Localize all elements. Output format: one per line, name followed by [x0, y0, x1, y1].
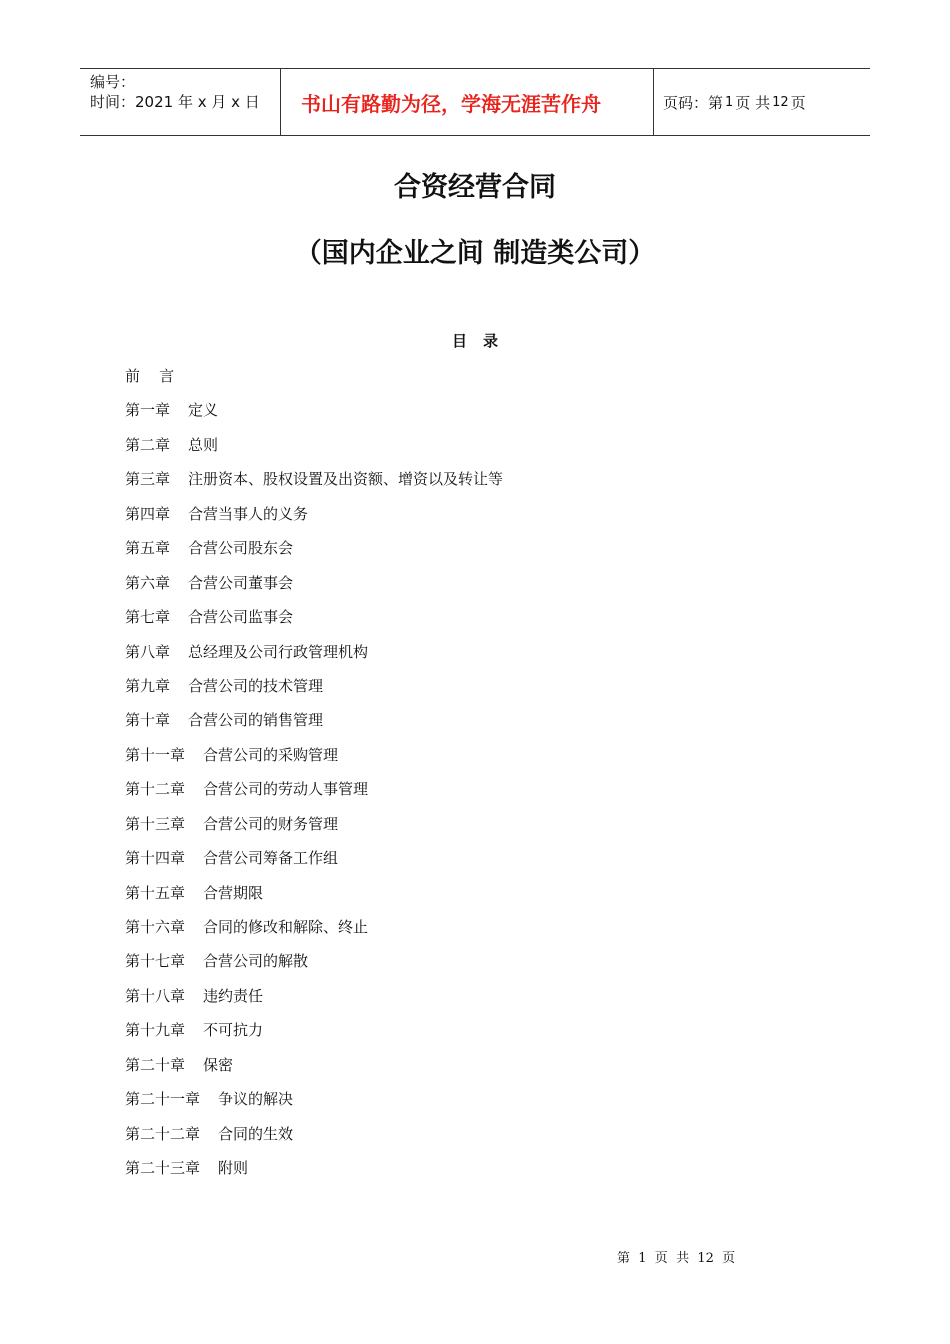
toc-chapter-title: 合营公司股东会	[188, 539, 294, 558]
toc-chapter-number: 第二十三章	[125, 1159, 201, 1178]
toc-item	[125, 572, 503, 606]
document-subtitle: （国内企业之间 制造类公司）	[294, 238, 656, 269]
toc-chapter-number: 第八章	[125, 642, 171, 661]
toc-item	[125, 1054, 503, 1088]
toc-chapter-title: 总经理及公司行政管理机构	[188, 642, 369, 661]
toc-chapter-number: 第十五章	[125, 883, 186, 902]
toc-chapter-number: 第十一章	[125, 745, 186, 764]
toc-chapter-number: 第一章	[125, 401, 171, 420]
toc-item	[125, 675, 503, 709]
toc-chapter-number: 第十四章	[125, 849, 186, 868]
toc-chapter-number: 第二十一章	[125, 1090, 201, 1109]
page-suffix: 页	[790, 93, 806, 112]
header-meta	[80, 69, 281, 135]
toc-item	[125, 778, 503, 812]
toc-chapter-number: 第二十二章	[125, 1124, 201, 1143]
serial-label: 编号：	[90, 73, 136, 91]
page-header	[80, 68, 870, 136]
toc-chapter-title: 合营期限	[203, 883, 264, 902]
page-mid: 页 共	[735, 93, 771, 112]
toc-item	[125, 503, 503, 537]
toc-chapter-title: 定义	[188, 401, 219, 420]
page-current: 1	[725, 94, 734, 110]
toc-chapter-number: 第十七章	[125, 952, 186, 971]
toc-chapter-title: 合营公司的销售管理	[188, 711, 324, 730]
toc-chapter-number: 第三章	[125, 470, 171, 489]
toc-chapter-title: 合同的生效	[218, 1124, 294, 1143]
toc-chapter-number: 第七章	[125, 608, 171, 627]
toc-item	[125, 709, 503, 743]
toc-chapter-number: 第十九章	[125, 1021, 186, 1040]
toc-item	[125, 365, 503, 399]
toc-chapter-title: 合营公司监事会	[188, 608, 294, 627]
toc-item	[125, 847, 503, 881]
toc-chapter-title: 总则	[188, 435, 219, 454]
toc-item	[125, 537, 503, 571]
toc-item	[125, 1123, 503, 1157]
toc-item	[125, 813, 503, 847]
toc-chapter-number: 第十三章	[125, 814, 186, 833]
header-motto: 书山有路勤为径，学海无涯苦作舟	[281, 69, 654, 135]
toc-chapter-number: 第六章	[125, 573, 171, 592]
toc-item	[125, 882, 503, 916]
toc-chapter-number: 前 言	[125, 367, 175, 385]
toc-chapter-number: 第九章	[125, 676, 171, 695]
toc-chapter-title: 合营当事人的义务	[188, 504, 309, 523]
toc-item	[125, 1157, 503, 1191]
toc-chapter-title: 注册资本、股权设置及出资额、增资以及转让等	[188, 470, 504, 489]
toc-chapter-number: 第二十章	[125, 1055, 186, 1074]
toc-chapter-title: 附则	[218, 1159, 249, 1178]
toc-chapter-title: 合营公司的采购管理	[203, 745, 339, 764]
toc-item	[125, 606, 503, 640]
page-prefix: 页码：第	[663, 93, 724, 112]
page-total: 12	[772, 94, 789, 110]
toc-chapter-number: 第十六章	[125, 918, 186, 936]
toc-chapter-number: 第二章	[125, 435, 171, 454]
toc-chapter-title: 争议的解决	[218, 1090, 294, 1109]
toc-item	[125, 434, 503, 468]
toc-item	[125, 744, 503, 778]
toc-chapter-title: 违约责任	[203, 986, 264, 1005]
toc-chapter-title: 不可抗力	[203, 1021, 264, 1040]
toc-chapter-number: 第五章	[125, 539, 171, 558]
toc-item	[125, 950, 503, 984]
toc-chapter-number: 第十二章	[125, 780, 186, 799]
toc-item	[125, 1088, 503, 1122]
page-footer: 第 1 页 共 12 页	[617, 1251, 736, 1266]
table-of-contents	[125, 365, 503, 1192]
toc-chapter-number: 第十八章	[125, 986, 186, 1005]
toc-item	[125, 399, 503, 433]
toc-chapter-title: 合营公司的解散	[203, 952, 309, 971]
header-page-info	[654, 69, 870, 135]
toc-chapter-title: 合营公司筹备工作组	[203, 849, 339, 868]
toc-chapter-title: 合营公司的劳动人事管理	[203, 780, 369, 799]
toc-chapter-title: 保密	[203, 1055, 234, 1074]
toc-chapter-title: 合同的修改和解除、终止	[203, 918, 369, 936]
document-title: 合资经营合同	[394, 172, 556, 203]
toc-chapter-title: 合营公司董事会	[188, 573, 294, 592]
toc-chapter-number: 第十章	[125, 711, 171, 730]
date-label: 时间：2021 年 x 月 x 日	[90, 93, 260, 111]
toc-item	[125, 916, 503, 950]
toc-item	[125, 1019, 503, 1053]
toc-chapter-title: 合营公司的财务管理	[203, 814, 339, 833]
toc-item	[125, 985, 503, 1019]
toc-item	[125, 468, 503, 502]
toc-item	[125, 641, 503, 675]
toc-chapter-title: 合营公司的技术管理	[188, 676, 324, 695]
toc-chapter-number: 第四章	[125, 504, 171, 523]
toc-heading: 目录	[451, 332, 514, 350]
